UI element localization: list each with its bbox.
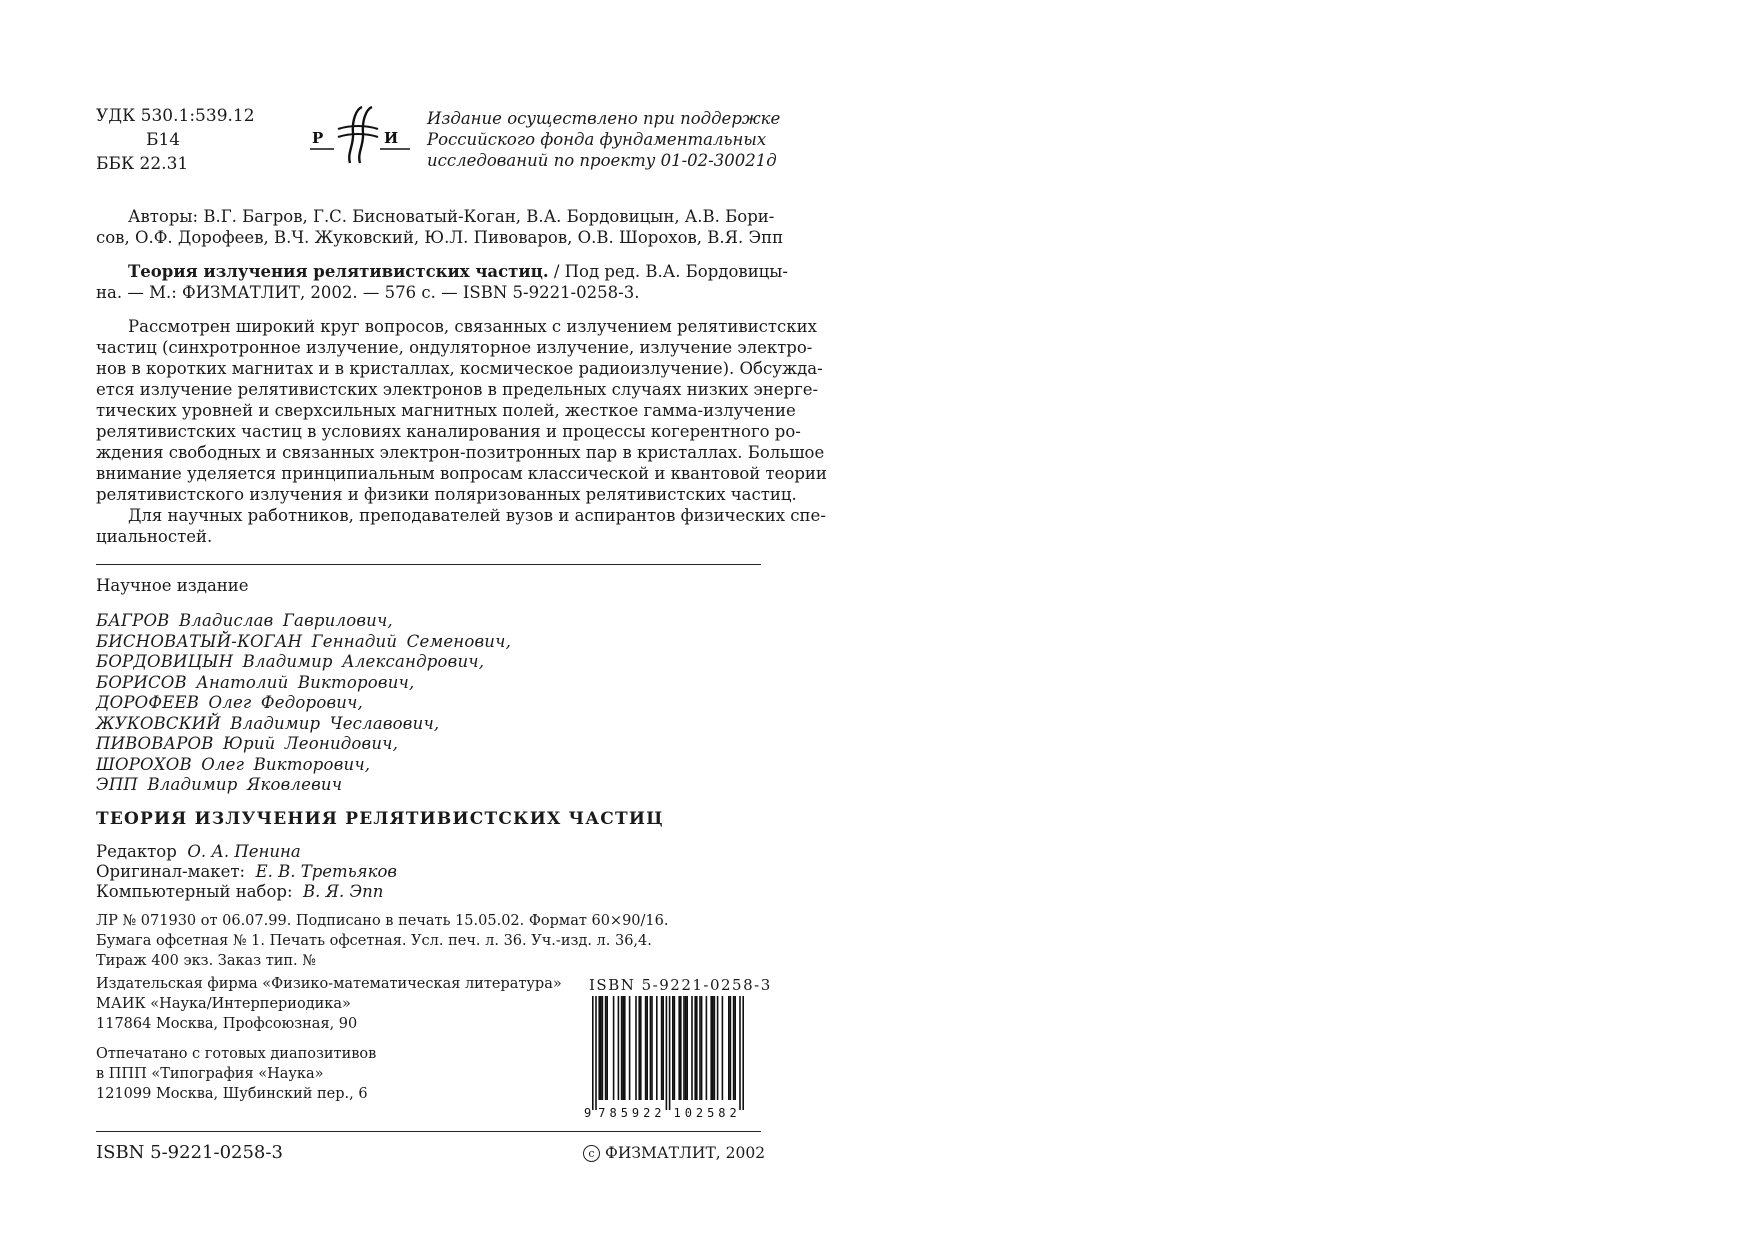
publisher-address [96,974,562,1034]
logo-letter-left: Р [312,129,324,147]
barcode-bar [710,996,712,1100]
author-mark: Б14 [146,130,181,150]
author-name: ШОРОХОВ Олег Викторович, [96,754,371,774]
printer-address [96,1044,376,1104]
barcode-bar [699,996,701,1100]
credits-block [96,842,397,902]
credit-label: Редактор [96,842,177,861]
barcode-digit: 2 [695,1106,704,1120]
barcode-bar [650,996,652,1100]
author-name: ПИВОВАРОВ Юрий Леонидович, [96,734,399,753]
barcode-bar [624,996,626,1100]
copyright-notice [583,1144,765,1162]
barcode-bar [622,996,624,1100]
author-name: БАГРОВ Владислав Гаврилович, [96,611,393,630]
printer-line: 121099 Москва, Шубинский пер., 6 [96,1086,368,1102]
barcode-digit: 1 [673,1106,681,1120]
publisher-line: 117864 Москва, Профсоюзная, 90 [96,1016,358,1032]
barcode-digit: 7 [598,1106,606,1120]
copyright-icon: c [583,1145,600,1162]
credit-layout [96,862,397,882]
record-title: Теория излучения релятивистских частиц. [128,262,549,281]
abstract-line: нов в коротких магнитах и в кристаллах, космическое радиоизлучение). Обсужда- [96,359,823,378]
edition-type: Научное издание [96,576,249,595]
barcode-bar [717,996,719,1100]
abstract-line: ждения свободных и связанных электрон-позитронных пар в кристаллах. Большое [96,443,825,462]
funding-notice [427,108,780,171]
authors-line: Авторы: В.Г. Багров, Г.С. Бисноватый-Коган, В.А. Бордовицын, А.В. Бори- [128,207,775,226]
abstract-line: релятивистских частиц в условиях каналирования и процессы когерентного ро- [96,422,801,441]
barcode-digit: 8 [609,1106,617,1120]
abstract [96,316,827,547]
barcode-bar [678,996,680,1100]
barcode-bar [666,996,668,1110]
barcode-bar [728,996,730,1100]
credit-editor [96,842,397,862]
barcode-bar [669,996,671,1110]
logo-letter-right: И [384,129,399,147]
barcode-bar [662,996,664,1100]
print-line: Бумага офсетная № 1. Печать офсетная. Усл. печ. л. 36. Уч.-изд. л. 36,4. [96,933,652,949]
barcode-bar [651,996,653,1100]
author-name: БИСНОВАТЫЙ-КОГАН Геннадий Семенович, [96,631,512,651]
barcode-bar [701,996,703,1100]
abstract-line: внимание уделяется принципиальным вопросам классической и квантовой теории [96,464,827,483]
divider [96,564,761,565]
abstract-line: ется излучение релятивистских электронов в предельных случаях низких энерге- [96,380,819,399]
book-title: ТЕОРИЯ ИЗЛУЧЕНИЯ РЕЛЯТИВИСТСКИХ ЧАСТИЦ [96,809,664,829]
barcode-bar [683,996,685,1100]
udk-code: УДК 530.1:539.12 [96,106,255,126]
funding-line: Издание осуществлено при поддержке [427,109,781,128]
barcode-bar [661,996,663,1100]
barcode-bar [600,996,602,1100]
barcode-bar [680,996,682,1100]
classification-block [96,104,255,176]
author-names-list [96,611,511,796]
record-editor: / Под ред. В.А. Бордовицы- [548,262,789,281]
barcode-bar [706,996,708,1100]
barcode-bar [686,996,688,1100]
barcode-bar [613,996,615,1100]
bibliographic-record [96,261,789,303]
credit-name: О. А. Пенина [187,842,301,861]
barcode-bar [638,996,640,1100]
barcode-bar [605,996,607,1100]
barcode-bar [640,996,642,1100]
footer-isbn: ISBN 5-9221-0258-3 [96,1142,283,1163]
barcode-bar [635,996,637,1100]
barcode-bar [742,996,744,1110]
abstract-line: частиц (синхротронное излучение, ондуляторное излучение, излучение электро- [96,338,813,357]
barcode-bar [629,996,631,1100]
barcode-bar [685,996,687,1100]
audience-line: циальностей. [96,527,213,546]
funding-line: Российского фонда фундаментальных [427,130,767,149]
barcode-bar [592,996,594,1110]
authors-line: сов, О.Ф. Дорофеев, В.Ч. Жуковский, Ю.Л. Пивоваров, О.В. Шорохов, В.Я. Эпп [96,228,784,247]
barcode-bar [674,996,676,1100]
barcode-bar [722,996,724,1100]
credit-label: Компьютерный набор: [96,882,293,901]
barcode-digit: 0 [684,1106,692,1120]
abstract-line: тических уровней и сверхсильных магнитных полей, жесткое гамма-излучение [96,401,796,420]
barcode-bar [595,996,597,1110]
barcode-bar [621,996,623,1100]
credit-name: В. Я. Эпп [303,882,384,901]
bibliographic-line: на. — М.: ФИЗМАТЛИТ, 2002. — 576 с. — ISBN 5-9221-0258-3. [96,283,640,302]
barcode-bar [734,996,736,1100]
print-line: Тираж 400 экз. Заказ тип. № [96,953,316,969]
author-name: ЖУКОВСКИЙ Владимир Чеславович, [96,713,440,733]
credit-label: Оригинал-макет: [96,862,246,881]
abstract-line: релятивистского излучения и физики поляризованных релятивистских частиц. [96,485,797,504]
barcode-digit: 5 [620,1106,628,1120]
print-line: ЛР № 071930 от 06.07.99. Подписано в печать 15.05.02. Формат 60×90/16. [96,913,669,929]
credit-name: Е. В. Третьяков [255,862,397,881]
barcode-isbn-label: ISBN 5-9221-0258-3 [589,976,772,994]
print-details [96,911,668,971]
barcode-digit: 2 [654,1106,662,1120]
barcode-bar [606,996,608,1100]
copyright-text: ФИЗМАТЛИТ, 2002 [605,1144,766,1162]
authors-paragraph [96,206,784,248]
barcode-bar [691,996,693,1100]
barcode-digit: 9 [584,1106,592,1120]
barcode-bar [672,996,674,1100]
barcode-bar [712,996,714,1100]
funding-line: исследований по проекту 01-02-30021д [427,151,777,170]
barcode-bar [730,996,732,1100]
barcode-digit: 2 [643,1106,651,1120]
rffi-logo [306,103,414,167]
abstract-line: Рассмотрен широкий круг вопросов, связанных с излучением релятивистских [128,317,817,336]
publisher-line: МАИК «Наука/Интерпериодика» [96,996,351,1012]
printer-line: Отпечатано с готовых диапозитивов [96,1046,377,1062]
barcode-bar [618,996,620,1100]
author-name: ДОРОФЕЕВ Олег Федорович, [96,693,363,712]
author-name: БОРДОВИЦЫН Владимир Александрович, [96,652,485,671]
barcode-bar [733,996,735,1100]
barcode-bar [645,996,647,1100]
barcode-bar [694,996,696,1100]
publisher-line: Издательская фирма «Физико-математическая литература» [96,976,562,992]
author-name: БОРИСОВ Анатолий Викторович, [96,672,415,692]
barcode-bar [696,996,698,1100]
barcode-bar [602,996,604,1100]
barcode-bar [739,996,741,1110]
barcode-bar [656,996,658,1100]
barcode-digit: 2 [729,1106,737,1120]
bbk-code: ББК 22.31 [96,154,189,174]
credit-typeset [96,882,397,902]
barcode-digit: 5 [707,1106,715,1120]
barcode-bar [598,996,600,1100]
isbn-barcode [584,996,746,1120]
bibliographic-line [96,261,789,282]
barcode-digit: 8 [718,1106,726,1120]
printer-line: в ППП «Типография «Наука» [96,1066,324,1082]
barcode-digit: 9 [631,1106,640,1120]
barcode-bar [714,996,716,1100]
author-name: ЭПП Владимир Яковлевич [96,775,343,794]
divider [96,1131,761,1132]
audience-line: Для научных работников, преподавателей вузов и аспирантов физических спе- [128,506,826,525]
barcode-bar [646,996,648,1100]
